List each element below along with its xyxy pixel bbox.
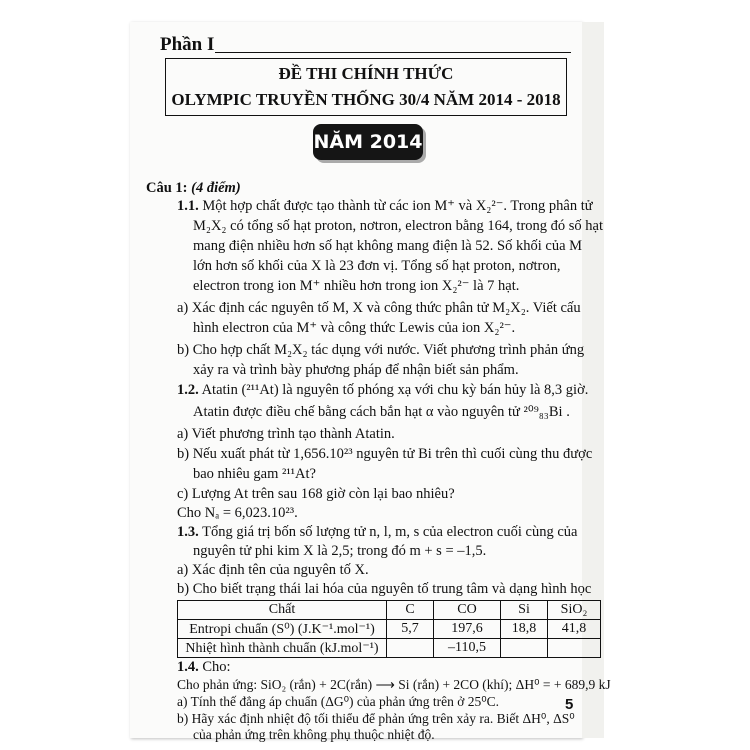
text-line: xảy ra và trình bày phương pháp để nhận biết sản phẩm.: [193, 362, 519, 378]
text-line: Atatin được điều chế bằng cách bắn hạt α vào nguyên tử ²⁰⁹₈₃Bi .: [193, 404, 570, 420]
question-label: Câu 1:: [146, 180, 188, 196]
page-number: 5: [565, 696, 574, 713]
text-line: Cho Nₐ = 6,023.10²³.: [177, 505, 298, 521]
table-header-row: [178, 601, 601, 620]
title-line-1: ĐỀ THI CHÍNH THỨC: [278, 64, 454, 83]
title-line-2: OLYMPIC TRUYỀN THỐNG 30/4 NĂM 2014 - 2018: [171, 90, 561, 109]
table-cell: 18,8: [501, 620, 548, 639]
table-header-cell: Chất: [178, 601, 387, 620]
part-label: Phần I: [160, 34, 215, 55]
table-cell: [387, 639, 434, 658]
text-line: lớn hơn số khối của X là 23 đơn vị. Tổng số hạt proton, nơtron,: [193, 258, 561, 274]
table-row: [178, 620, 601, 639]
text-line: a) Tính thế đẳng áp chuẩn (ΔG⁰) của phản ứng trên ở 25⁰C.: [177, 694, 499, 709]
text-line: 1.4. Cho:: [177, 659, 231, 675]
year-badge: NĂM 2014: [313, 124, 423, 160]
text-line: a) Xác định tên của nguyên tố X.: [177, 562, 369, 578]
text-line: b) Hãy xác định nhiệt độ tối thiểu để phản ứng trên xảy ra. Biết ΔH⁰, ΔS⁰: [177, 711, 575, 726]
table-header-cell: Si: [501, 601, 548, 620]
text-line: electron trong ion M⁺ nhiều hơn trong ion X₂²⁻ là 7 hạt.: [193, 278, 520, 294]
text-line: 1.2. Atatin (²¹¹At) là nguyên tố phóng xạ với chu kỳ bán hủy là 8,3 giờ.: [177, 382, 589, 398]
text-line: b) Nếu xuất phát từ 1,656.10²³ nguyên tử Bi trên thì cuối cùng thu được: [177, 446, 593, 462]
text-line: c) Lượng At trên sau 168 giờ còn lại bao nhiêu?: [177, 486, 455, 502]
text-line: bao nhiêu gam ²¹¹At?: [193, 466, 316, 482]
table-header-cell: SiO₂: [548, 601, 601, 620]
entropy-table: [177, 600, 601, 658]
text-line: của phản ứng trên không phụ thuộc nhiệt độ.: [193, 727, 435, 742]
text-line: nguyên tử phi kim X là 2,5; trong đó m + s = –1,5.: [193, 543, 487, 559]
table-cell: [548, 639, 601, 658]
table-cell: [501, 639, 548, 658]
text-line: M₂X₂ có tổng số hạt proton, nơtron, electron bằng 164, trong đó số hạt: [193, 218, 604, 234]
table-cell: 5,7: [387, 620, 434, 639]
text-line: Cho phản ứng: SiO₂ (rắn) + 2C(rắn) ⟶ Si (rắn) + 2CO (khí); ΔH⁰ = + 689,9 kJ: [177, 677, 611, 692]
table-row: [178, 639, 601, 658]
question-heading: [146, 180, 241, 197]
table-cell: Nhiệt hình thành chuẩn (kJ.mol⁻¹): [178, 639, 387, 658]
text-line: hình electron của M⁺ và công thức Lewis của ion X₂²⁻.: [193, 320, 516, 336]
table-header-cell: CO: [434, 601, 501, 620]
part-rule: [215, 52, 571, 53]
text-line: a) Xác định các nguyên tố M, X và công thức phân tử M₂X₂. Viết cấu: [177, 300, 581, 316]
title-box: [165, 58, 567, 116]
table-cell: 197,6: [434, 620, 501, 639]
table-header-cell: C: [387, 601, 434, 620]
table-cell: 41,8: [548, 620, 601, 639]
text-line: 1.3. Tổng giá trị bốn số lượng tử n, l, m, s của electron cuối cùng của: [177, 524, 578, 540]
text-line: mang điện nhiều hơn số hạt không mang điện là 52. Số khối của M: [193, 238, 583, 254]
table-cell: Entropi chuẩn (S⁰) (J.K⁻¹.mol⁻¹): [178, 620, 387, 639]
text-line: b) Cho hợp chất M₂X₂ tác dụng với nước. Viết phương trình phản ứng: [177, 342, 585, 358]
question-points: (4 điểm): [191, 180, 241, 196]
text-line: 1.1. Một hợp chất được tạo thành từ các ion M⁺ và X₂²⁻. Trong phân tử: [177, 198, 593, 214]
table-cell: –110,5: [434, 639, 501, 658]
text-line: a) Viết phương trình tạo thành Atatin.: [177, 426, 395, 442]
text-line: b) Cho biết trạng thái lai hóa của nguyên tố trung tâm và dạng hình học: [177, 581, 592, 597]
